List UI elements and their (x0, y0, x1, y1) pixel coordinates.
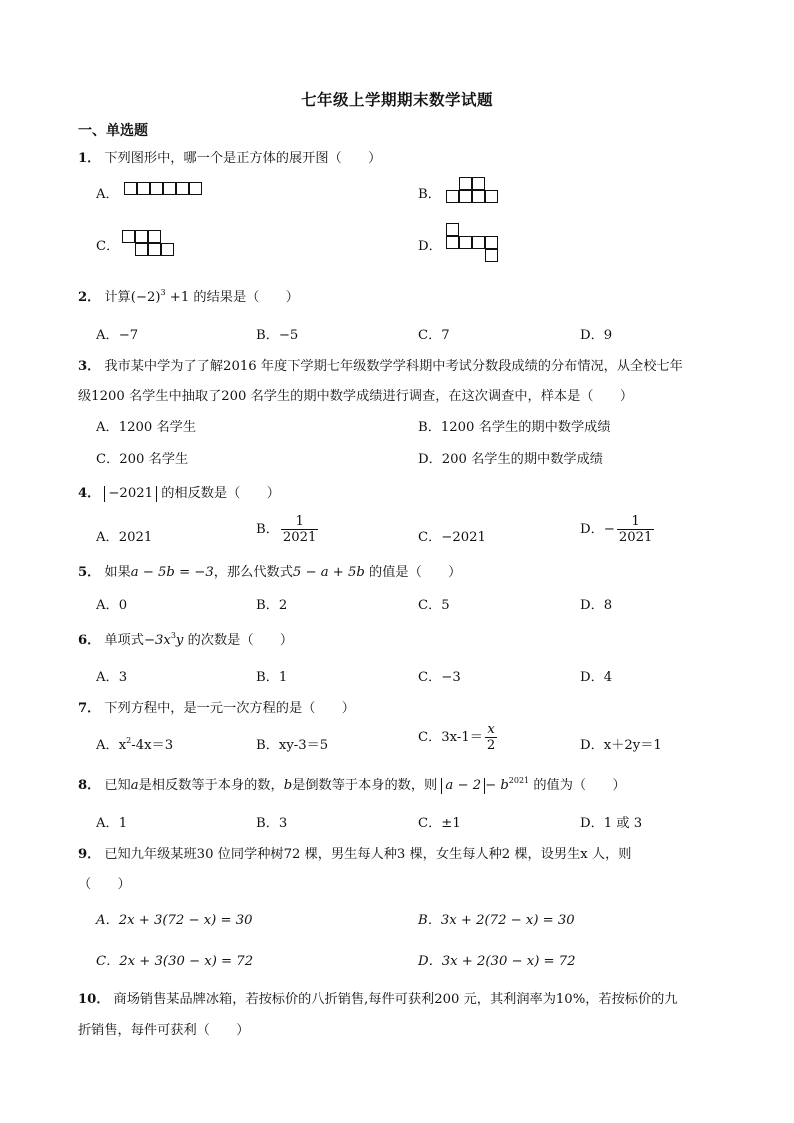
question-6: 6． 单项式$-3x^3y$ 的次数是（ ） (78, 631, 294, 648)
option-a: A．1 (96, 816, 128, 831)
option-d: D．x＋2y＝1 (580, 738, 662, 753)
section-heading: 一、单选题 (78, 123, 148, 139)
question-7: 7． 下列方程中，是一元一次方程的是（ ） (78, 701, 355, 716)
option-b: B．−5 (256, 328, 299, 343)
option-a-label: A． (96, 187, 119, 202)
option-c: C．7 (418, 328, 450, 343)
fraction: $\frac{1}{2021}$ (618, 514, 653, 546)
option-c: C．3x-1＝ $\frac{x}{2}$ (418, 722, 496, 754)
option-c: C．5 (418, 598, 450, 613)
option-a: A．2x + 3(72 − x) = 30 (96, 913, 253, 928)
absolute-value: a − 2 (441, 778, 485, 794)
option-c: C．200 名学生 (96, 452, 189, 467)
option-d: D．− $\frac{1}{2021}$ (580, 514, 653, 546)
option-a: A．$x^2-4x=3$ (96, 736, 174, 753)
option-d-label: D． (418, 239, 442, 254)
option-b: B．3x + 2(72 − x) = 30 (418, 913, 575, 928)
question-10-line-2: 折销售，每件可获利（ ） (78, 1023, 250, 1038)
option-a: A．−7 (96, 328, 139, 343)
question-2: 2． 计算$(-2)^3 +1$ 的结果是（ ） (78, 288, 299, 305)
option-a: A．2021 (96, 530, 153, 545)
option-c: C．±1 (418, 816, 461, 831)
option-d: D．9 (580, 328, 613, 343)
question-3-line-2: 级1200 名学生中抽取了200 名学生的期中数学成绩进行调查，在这次调查中，样本是（ ） (78, 389, 634, 404)
absolute-value: −2021 (104, 486, 157, 502)
option-d: D．1 或 3 (580, 816, 643, 831)
option-d: D．3x + 2(30 − x) = 72 (418, 954, 576, 969)
option-a: A．0 (96, 598, 128, 613)
question-5: 5． 如果a − 5b = −3，那么代数式5 − a + 5b 的值是（ ） (78, 565, 462, 580)
option-b: B．1 (256, 670, 288, 685)
question-9-line-2: （ ） (78, 877, 131, 892)
option-b: B．3 (256, 816, 288, 831)
option-b: B．2 (256, 598, 288, 613)
question-text: 下列图形中，哪一个是正方体的展开图（ ） (104, 151, 382, 166)
question-1 (78, 147, 381, 166)
question-10: 10． 商场销售某品牌冰箱，若按标价的八折销售,每件可获利200 元，其利润率为10%，若按标价的九 (78, 992, 678, 1007)
fraction: $\frac{1}{2021}$ (282, 514, 317, 546)
question-9: 9． 已知九年级某班30 位同学种树72 棵，男生每人种3 棵，女生每人种2 棵，设男生x 人，则 (78, 847, 632, 862)
option-d: D．200 名学生的期中数学成绩 (418, 452, 603, 467)
question-4: 4． −2021 的相反数是（ ） (78, 486, 280, 501)
option-b: B．xy-3＝5 (256, 738, 329, 753)
option-d: D．8 (580, 598, 613, 613)
option-a: A．1200 名学生 (96, 420, 197, 435)
option-a: A．3 (96, 670, 128, 685)
option-b-label: B． (418, 187, 441, 202)
option-b: B． $\frac{1}{2021}$ (256, 514, 317, 546)
option-c: C．2x + 3(30 − x) = 72 (96, 954, 254, 969)
option-c: C．−3 (418, 670, 461, 685)
option-d: D．4 (580, 670, 613, 685)
question-number: 1． (78, 151, 101, 166)
option-b: B．1200 名学生的期中数学成绩 (418, 420, 611, 435)
option-c-label: C． (96, 239, 120, 254)
option-c: C．−2021 (418, 530, 486, 545)
page-title: 七年级上学期期末数学试题 (300, 90, 493, 109)
question-3: 3． 我市某中学为了了解2016 年度下学期七年级数学学科期中考试分数段成绩的分布情况，从全校七年 (78, 359, 683, 374)
question-8: 8． 已知a是相反数等于本身的数，b是倒数等于本身的数，则 $a - 2 - b^{2021}$ 的值为（ ） (78, 776, 626, 793)
fraction: $\frac{x}{2}$ (486, 722, 496, 754)
